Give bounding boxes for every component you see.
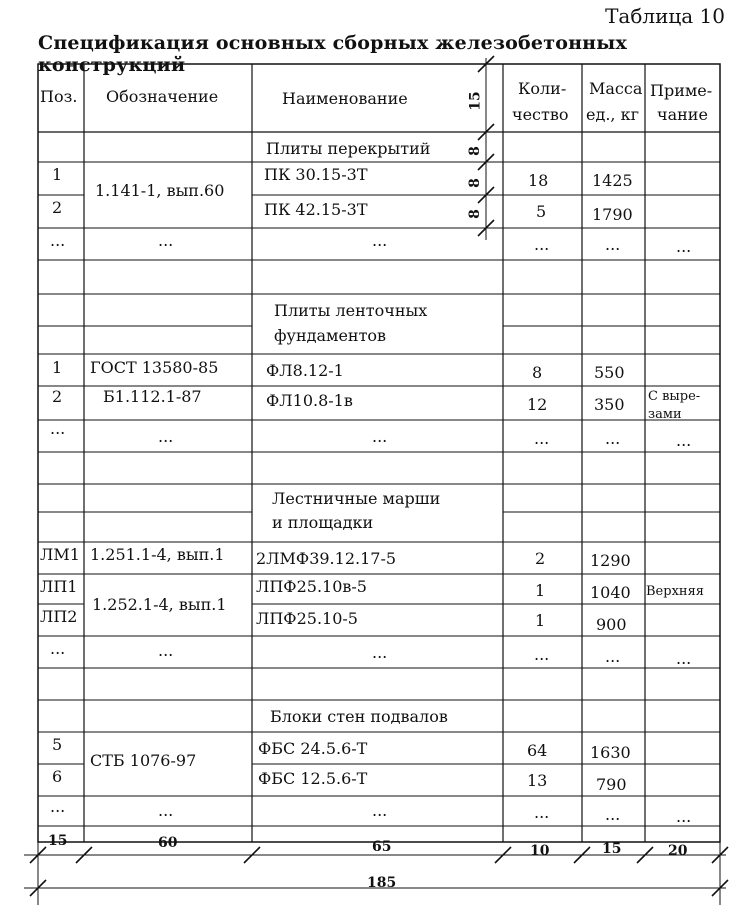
table-title: Спецификация основных сборных железобетонных конструкций	[38, 32, 628, 76]
cell-qty: ...	[534, 429, 550, 448]
header-pos: Поз.	[40, 87, 78, 106]
cell-pos: ...	[50, 231, 66, 250]
header-mass-line2: ед., кг	[586, 105, 639, 124]
cell-pos: ЛП1	[40, 577, 78, 596]
dimension-col-note: 20	[668, 843, 688, 859]
cell-name: ...	[372, 427, 388, 446]
cell-pos: ...	[50, 797, 66, 816]
cell-qty: 18	[528, 171, 549, 190]
cell-designation: ГОСТ 13580-85	[90, 358, 219, 377]
cell-qty: 5	[536, 202, 547, 221]
cell-mass: ...	[605, 429, 621, 448]
cell-note-line1: С выре-	[648, 389, 701, 404]
section-title: Блоки стен подвалов	[270, 707, 448, 726]
dimension-col-name: 65	[372, 839, 392, 855]
cell-mass: 1425	[592, 171, 633, 190]
header-note-line1: Приме-	[650, 81, 713, 100]
header-name: Наименование	[282, 89, 408, 108]
dimension-col-qty: 10	[530, 843, 550, 859]
section-title: Плиты перекрытий	[266, 139, 431, 158]
cell-mass: 1790	[592, 205, 633, 224]
cell-name: ЛПФ25.10в-5	[256, 577, 367, 596]
cell-designation: Б1.112.1-87	[103, 387, 202, 406]
section-title-line1: Плиты ленточных	[274, 301, 428, 320]
cell-qty: ...	[534, 645, 550, 664]
cell-name: ...	[372, 643, 388, 662]
cell-designation: 1.252.1-4, вып.1	[92, 595, 227, 614]
cell-pos: ...	[50, 419, 66, 438]
cell-name: ФЛ8.12-1	[266, 361, 344, 380]
dimension-header-height: 15	[467, 91, 484, 111]
dimension-col-pos: 15	[48, 833, 68, 849]
cell-designation: ...	[158, 641, 174, 660]
header-designation: Обозначение	[106, 87, 219, 106]
header-mass-line1: Масса	[589, 79, 643, 98]
cell-pos: 2	[52, 387, 63, 406]
cell-designation: ...	[158, 231, 174, 250]
cell-mass: 350	[594, 395, 625, 414]
cell-name: ФБС 12.5.6-Т	[258, 769, 368, 788]
cell-name: 2ЛМФ39.12.17-5	[256, 549, 397, 568]
cell-mass: 900	[596, 615, 627, 634]
cell-designation: ...	[158, 801, 174, 820]
cell-qty: 64	[527, 741, 548, 760]
cell-qty: 1	[535, 611, 546, 630]
header-quantity-line2: чество	[512, 105, 569, 124]
cell-qty: ...	[534, 235, 550, 254]
cell-pos: 6	[52, 767, 63, 786]
cell-designation: 1.141-1, вып.60	[95, 181, 225, 200]
cell-designation: ...	[158, 427, 174, 446]
cell-mass: ...	[605, 805, 621, 824]
cell-note: ...	[676, 649, 692, 668]
cell-note: ...	[676, 431, 692, 450]
cell-name: ПК 30.15-3Т	[264, 165, 368, 184]
table-number: Таблица 10	[605, 4, 725, 28]
dimension-col-designation: 60	[158, 835, 178, 851]
cell-mass: 1040	[590, 583, 631, 602]
cell-qty: 1	[535, 581, 546, 600]
dimension-row-height: 8	[466, 178, 483, 188]
cell-note-line2: зами	[648, 407, 682, 422]
cell-note: ...	[676, 237, 692, 256]
cell-mass: 1630	[590, 743, 631, 762]
cell-mass: 790	[596, 775, 627, 794]
cell-mass: ...	[605, 235, 621, 254]
header-quantity-line1: Коли-	[518, 79, 567, 98]
cell-pos: ...	[50, 639, 66, 658]
cell-pos: 1	[52, 358, 63, 377]
section-title-line2: фундаментов	[274, 326, 387, 345]
cell-qty: 13	[527, 771, 548, 790]
cell-pos: 5	[52, 735, 63, 754]
cell-pos: ЛМ1	[40, 545, 80, 564]
cell-name: ...	[372, 231, 388, 250]
cell-name: ...	[372, 801, 388, 820]
cell-mass: 1290	[590, 551, 631, 570]
cell-note: Верхняя	[646, 584, 704, 599]
header-note-line2: чание	[657, 105, 708, 124]
dimension-row-height: 8	[466, 209, 483, 219]
cell-name: ФБС 24.5.6-Т	[258, 739, 368, 758]
dimension-row-height: 8	[466, 146, 483, 156]
cell-designation: 1.251.1-4, вып.1	[90, 545, 225, 564]
cell-name: ФЛ10.8-1в	[266, 391, 353, 410]
cell-pos: 1	[52, 165, 63, 184]
dimension-total: 185	[367, 875, 397, 891]
cell-note: ...	[676, 807, 692, 826]
section-title-line2: и площадки	[272, 513, 374, 532]
cell-name: ЛПФ25.10-5	[256, 609, 358, 628]
section-title-line1: Лестничные марши	[272, 489, 441, 508]
cell-qty: 2	[535, 549, 546, 568]
cell-mass: 550	[594, 363, 625, 382]
cell-mass: ...	[605, 647, 621, 666]
cell-designation: СТБ 1076-97	[90, 751, 197, 770]
cell-qty: 8	[532, 363, 543, 382]
cell-qty: 12	[527, 395, 548, 414]
cell-pos: ЛП2	[40, 607, 78, 626]
cell-name: ПК 42.15-3Т	[264, 200, 368, 219]
cell-qty: ...	[534, 803, 550, 822]
cell-pos: 2	[52, 198, 63, 217]
dimension-col-mass: 15	[602, 841, 622, 857]
